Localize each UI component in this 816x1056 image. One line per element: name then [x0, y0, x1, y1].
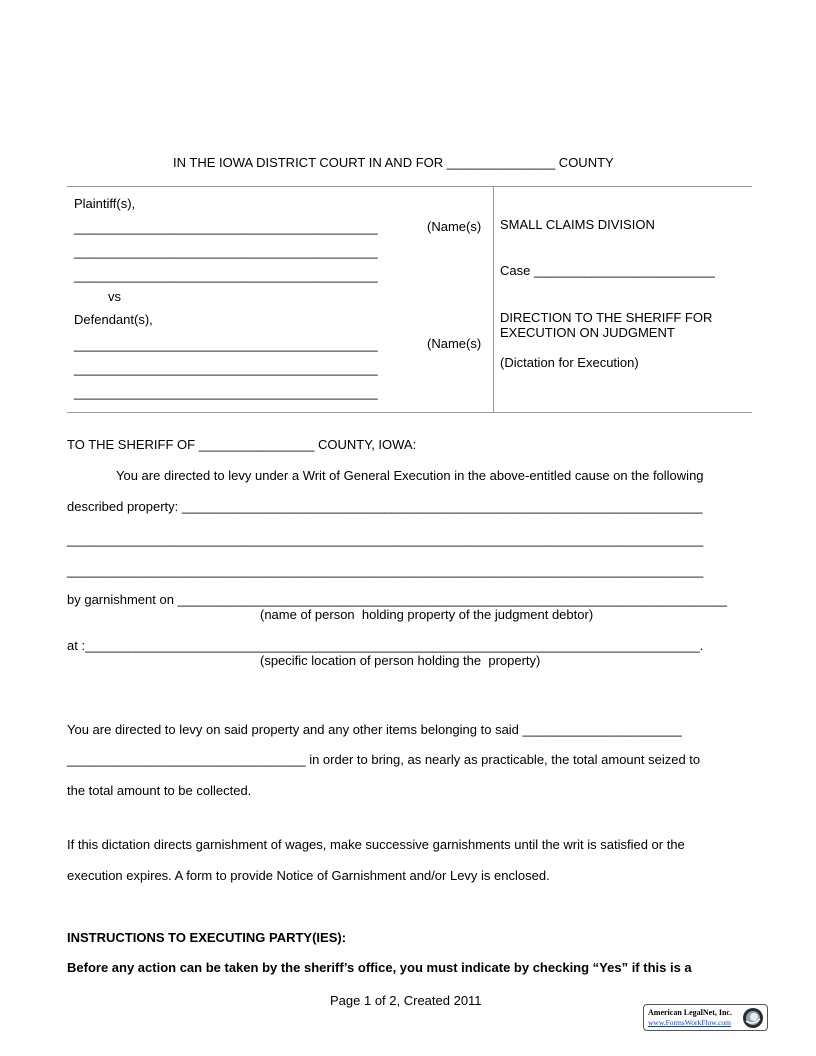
caption-divider	[493, 186, 494, 413]
division-label: SMALL CLAIMS DIVISION	[500, 217, 655, 232]
defendant-name-tag: (Name(s)	[427, 336, 482, 351]
document-title-line1: DIRECTION TO THE SHERIFF FOR	[500, 310, 713, 325]
plaintiff-name-line[interactable]: __________________________________________	[74, 268, 378, 283]
page-info: Page 1 of 2, Created 2011	[330, 993, 482, 1008]
globe-icon	[742, 1007, 764, 1029]
caption-bottom-rule	[67, 412, 752, 413]
plaintiff-name-tag: (Name(s)	[427, 219, 482, 234]
case-number-field[interactable]: Case _________________________	[500, 263, 715, 278]
paragraph-2-line-1[interactable]: You are directed to levy on said property and any other items belonging to said ______________________	[67, 722, 682, 737]
paragraph-3-line-2: execution expires. A form to provide Notice of Garnishment and/or Levy is enclosed.	[67, 868, 550, 883]
defendant-name-line[interactable]: __________________________________________	[74, 337, 378, 352]
instructions-line-1: Before any action can be taken by the sheriff’s office, you must indicate by checking “Yes” if this is a	[67, 960, 692, 975]
paragraph-2-line-3: the total amount to be collected.	[67, 783, 252, 798]
plaintiff-label: Plaintiff(s),	[74, 196, 136, 211]
document-title-line2: EXECUTION ON JUDGMENT	[500, 325, 675, 340]
to-sheriff-line[interactable]: TO THE SHERIFF OF ________________ COUNTY, IOWA:	[67, 437, 417, 452]
defendant-name-line[interactable]: __________________________________________	[74, 361, 378, 376]
location-note: (specific location of person holding the property)	[260, 653, 541, 668]
location-field[interactable]: at :_____________________________________________________________________________________.	[67, 638, 704, 653]
described-property-field[interactable]: described property: ________________________________________________________________________	[67, 499, 703, 514]
publisher-logo[interactable]	[643, 1004, 768, 1031]
property-blank-line[interactable]: ________________________________________________________________________________________	[67, 563, 704, 578]
defendant-name-line[interactable]: __________________________________________	[74, 385, 378, 400]
instructions-heading: INSTRUCTIONS TO EXECUTING PARTY(IES):	[67, 930, 347, 945]
garnishment-note: (name of person holding property of the judgment debtor)	[260, 607, 594, 622]
plaintiff-name-line[interactable]: __________________________________________	[74, 220, 378, 235]
paragraph-1-line-1: You are directed to levy under a Writ of General Execution in the above-entitled cause on the following	[116, 468, 704, 483]
logo-website-link[interactable]: www.FormsWorkFlow.com	[648, 1018, 732, 1027]
paragraph-3-line-1: If this dictation directs garnishment of wages, make successive garnishments until the writ is satisfied or the	[67, 837, 685, 852]
defendant-label: Defendant(s),	[74, 312, 153, 327]
court-heading: IN THE IOWA DISTRICT COURT IN AND FOR _______________ COUNTY	[173, 155, 614, 170]
logo-company-name: American LegalNet, Inc.	[648, 1008, 732, 1017]
paragraph-2-line-2[interactable]: _________________________________ in order to bring, as nearly as practicable, the total amount seized to	[67, 752, 701, 767]
plaintiff-name-line[interactable]: __________________________________________	[74, 244, 378, 259]
caption-top-rule	[67, 186, 752, 187]
versus-label: vs	[108, 289, 121, 304]
document-subtitle: (Dictation for Execution)	[500, 355, 639, 370]
property-blank-line[interactable]: ________________________________________________________________________________________	[67, 532, 704, 547]
garnishment-field[interactable]: by garnishment on ____________________________________________________________________________	[67, 592, 728, 607]
